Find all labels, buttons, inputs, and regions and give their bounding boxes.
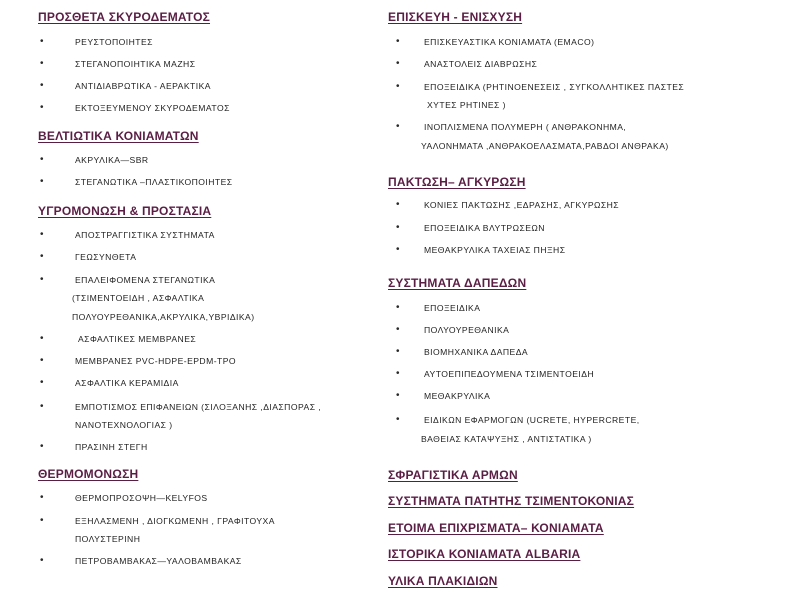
bullet-icon: • [396, 58, 400, 69]
bullet-icon: • [396, 346, 400, 357]
bullet-icon: • [40, 229, 44, 240]
bullet-icon: • [396, 302, 400, 313]
list-item: ΠΟΛΥΟΥΡΕΘΑΝΙΚΑ [424, 325, 510, 335]
list-item: ΚΟΝΙΕΣ ΠΑΚΤΩΣΗΣ ,ΕΔΡΑΣΗΣ, ΑΓΚΥΡΩΣΗΣ [424, 200, 620, 210]
section-heading-historic-mortars: ΙΣΤΟΡΙΚΑ ΚΟΝΙΑΜΑΤΑ ALBARIA [388, 547, 581, 561]
bullet-icon: • [40, 154, 44, 165]
bullet-icon: • [396, 324, 400, 335]
list-item: ΕΠΙΣΚΕΥΑΣΤΙΚΑ ΚΟΝΙΑΜΑΤΑ (EMACO) [424, 37, 595, 47]
bullet-icon: • [40, 102, 44, 113]
list-item: ΑΥΤΟΕΠΙΠΕΔΟΥΜΕΝΑ ΤΣΙΜΕΝΤΟΕΙΔΗ [424, 369, 595, 379]
bullet-icon: • [40, 492, 44, 503]
list-item: ΘΕΡΜΟΠΡΟΣΟΨΗ—KELYFOS [75, 493, 208, 503]
list-item-continuation: ΠΟΛΥΟΥΡΕΘΑΝΙΚΑ,ΑΚΡΥΛΙΚΑ,ΥΒΡΙΔΙΚΑ) [72, 312, 255, 322]
list-item: ΕΠΑΛΕΙΦΟΜΕΝΑ ΣΤΕΓΑΝΩΤΙΚΑ [75, 275, 216, 285]
bullet-icon: • [396, 414, 400, 425]
list-item: ΡΕΥΣΤΟΠΟΙΗΤΕΣ [75, 37, 153, 47]
list-item: ΣΤΕΓΑΝΟΠΟΙΗΤΙΚΑ ΜΑΖΗΣ [75, 59, 196, 69]
bullet-icon: • [40, 251, 44, 262]
list-item: ΑΚΡΥΛΙΚΑ—SBR [75, 155, 149, 165]
list-item: ΑΝΑΣΤΟΛΕΙΣ ΔΙΑΒΡΩΣΗΣ [424, 59, 538, 69]
list-item: ΜΕΘΑΚΡΥΛΙΚΑ ΤΑΧΕΙΑΣ ΠΗΞΗΣ [424, 245, 566, 255]
bullet-icon: • [40, 176, 44, 187]
section-heading-joint-sealants: ΣΦΡΑΓΙΣΤΙΚΑ ΑΡΜΩΝ [388, 468, 518, 482]
list-item: ΕΙΔΙΚΩΝ ΕΦΑΡΜΟΓΩΝ (UCRETE, HYPERCRETE, [424, 415, 640, 425]
bullet-icon: • [40, 355, 44, 366]
bullet-icon: • [40, 80, 44, 91]
bullet-icon: • [40, 441, 44, 452]
bullet-icon: • [396, 36, 400, 47]
section-heading-walkable-screed: ΣΥΣΤΗΜΑΤΑ ΠΑΤΗΤΗΣ ΤΣΙΜΕΝΤΟΚΟΝΙΑΣ [388, 494, 635, 508]
bullet-icon: • [40, 36, 44, 47]
list-item: ΒΙΟΜΗΧΑΝΙΚΑ ΔΑΠΕΔΑ [424, 347, 529, 357]
bullet-icon: • [396, 244, 400, 255]
list-item: ΠΡΑΣΙΝΗ ΣΤΕΓΗ [75, 442, 148, 452]
list-item: ΕΚΤΟΞΕΥΜΕΝΟΥ ΣΚΥΡΟΔΕΜΑΤΟΣ [75, 103, 230, 113]
bullet-icon: • [40, 333, 44, 344]
list-item: ΕΜΠΟΤΙΣΜΟΣ ΕΠΙΦΑΝΕΙΩΝ (ΣΙΛΟΞΑΝΗΣ ,ΔΙΑΣΠΟΡΑΣ , [75, 402, 322, 412]
list-item: ΜΕΜΒΡΑΝΕΣ PVC-HDPE-EPDM-TPO [75, 356, 237, 366]
bullet-icon: • [396, 81, 400, 92]
bullet-icon: • [396, 222, 400, 233]
bullet-icon: • [40, 274, 44, 285]
section-heading-ready-plasters: ΕΤΟΙΜΑ ΕΠΙΧΡΙΣΜΑΤΑ– ΚΟΝΙΑΜΑΤΑ [388, 521, 604, 535]
list-item: ΠΕΤΡΟΒΑΜΒΑΚΑΣ—ΥΑΛΟΒΑΜΒΑΚΑΣ [75, 556, 242, 566]
bullet-icon: • [396, 199, 400, 210]
list-item: ΜΕΘΑΚΡΥΛΙΚΑ [424, 391, 491, 401]
list-item: ΕΞΗΛΑΣΜΕΝΗ , ΔΙΟΓΚΩΜΕΝΗ , ΓΡΑΦΙΤΟΥΧΑ [75, 516, 275, 526]
bullet-icon: • [40, 515, 44, 526]
list-item: ΑΣΦΑΛΤΙΚΑ ΚΕΡΑΜΙΔΙΑ [75, 378, 179, 388]
section-heading-floor-systems: ΣΥΣΤΗΜΑΤΑ ΔΑΠΕΔΩΝ [388, 276, 527, 290]
list-item-continuation: ΠΟΛΥΣΤΕΡΙΝΗ [75, 534, 141, 544]
list-item-continuation: ΧΥΤΕΣ ΡΗΤΙΝΕΣ ) [427, 100, 506, 110]
bullet-icon: • [40, 58, 44, 69]
list-item: ΓΕΩΣΥΝΘΕΤΑ [75, 252, 137, 262]
section-heading-grouting-anchoring: ΠΑΚΤΩΣΗ– ΑΓΚΥΡΩΣΗ [388, 175, 526, 189]
list-item: ΣΤΕΓΑΝΩΤΙΚΑ –ΠΛΑΣΤΙΚΟΠΟΙΗΤΕΣ [75, 177, 233, 187]
bullet-icon: • [40, 555, 44, 566]
section-heading-repair-reinforcement: ΕΠΙΣΚΕΥΗ - ΕΝΙΣΧΥΣΗ [388, 10, 523, 24]
bullet-icon: • [40, 401, 44, 412]
section-heading-concrete-admixtures: ΠΡΟΣΘΕΤΑ ΣΚΥΡΟΔΕΜΑΤΟΣ [38, 10, 211, 24]
bullet-icon: • [396, 390, 400, 401]
bullet-icon: • [40, 377, 44, 388]
list-item-continuation: (ΤΣΙΜΕΝΤΟΕΙΔΗ , ΑΣΦΑΛΤΙΚΑ [72, 293, 205, 303]
list-item: ΕΠΟΞΕΙΔΙΚΑ ΒΛΥΤΡΩΣΕΩΝ [424, 223, 545, 233]
list-item-continuation: ΝΑΝΟΤΕΧΝΟΛΟΓΙΑΣ ) [75, 420, 173, 430]
section-heading-tile-materials: ΥΛΙΚΑ ΠΛΑΚΙΔΙΩΝ [388, 574, 498, 588]
bullet-icon: • [396, 368, 400, 379]
list-item: ΑΝΤΙΔΙΑΒΡΩΤΙΚΑ - ΑΕΡΑΚΤΙΚΑ [75, 81, 211, 91]
section-heading-thermal-insulation: ΘΕΡΜΟΜΟΝΩΣΗ [38, 467, 139, 481]
section-heading-waterproofing: ΥΓΡΟΜΟΝΩΣΗ & ΠΡΟΣΤΑΣΙΑ [38, 204, 212, 218]
list-item-continuation: ΥΑΛΟΝΗΜΑΤΑ ,ΑΝΘΡΑΚΟΕΛΑΣΜΑΤΑ,ΡΑΒΔΟΙ ΑΝΘΡΑΚΑ) [421, 141, 669, 151]
bullet-icon: • [396, 121, 400, 132]
section-heading-mortar-improvers: ΒΕΛΤΙΩΤΙΚΑ ΚΟΝΙΑΜΑΤΩΝ [38, 129, 199, 143]
list-item-continuation: ΒΑΘΕΙΑΣ ΚΑΤΑΨΥΞΗΣ , ΑΝΤΙΣΤΑΤΙΚΑ ) [421, 434, 592, 444]
list-item: ΙΝΟΠΛΙΣΜΕΝΑ ΠΟΛΥΜΕΡΗ ( ΑΝΘΡΑΚΟΝΗΜΑ, [424, 122, 627, 132]
list-item: ΑΠΟΣΤΡΑΓΓΙΣΤΙΚΑ ΣΥΣΤΗΜΑΤΑ [75, 230, 215, 240]
list-item: ΑΣΦΑΛΤΙΚΕΣ ΜΕΜΒΡΑΝΕΣ [78, 334, 197, 344]
list-item: ΕΠΟΞΕΙΔΙΚΑ [424, 303, 481, 313]
list-item: ΕΠΟΞΕΙΔΙΚΑ (ΡΗΤΙΝΟΕΝΕΣΕΙΣ , ΣΥΓΚΟΛΛΗΤΙΚΕΣ ΠΑΣΤΕΣ [424, 82, 685, 92]
